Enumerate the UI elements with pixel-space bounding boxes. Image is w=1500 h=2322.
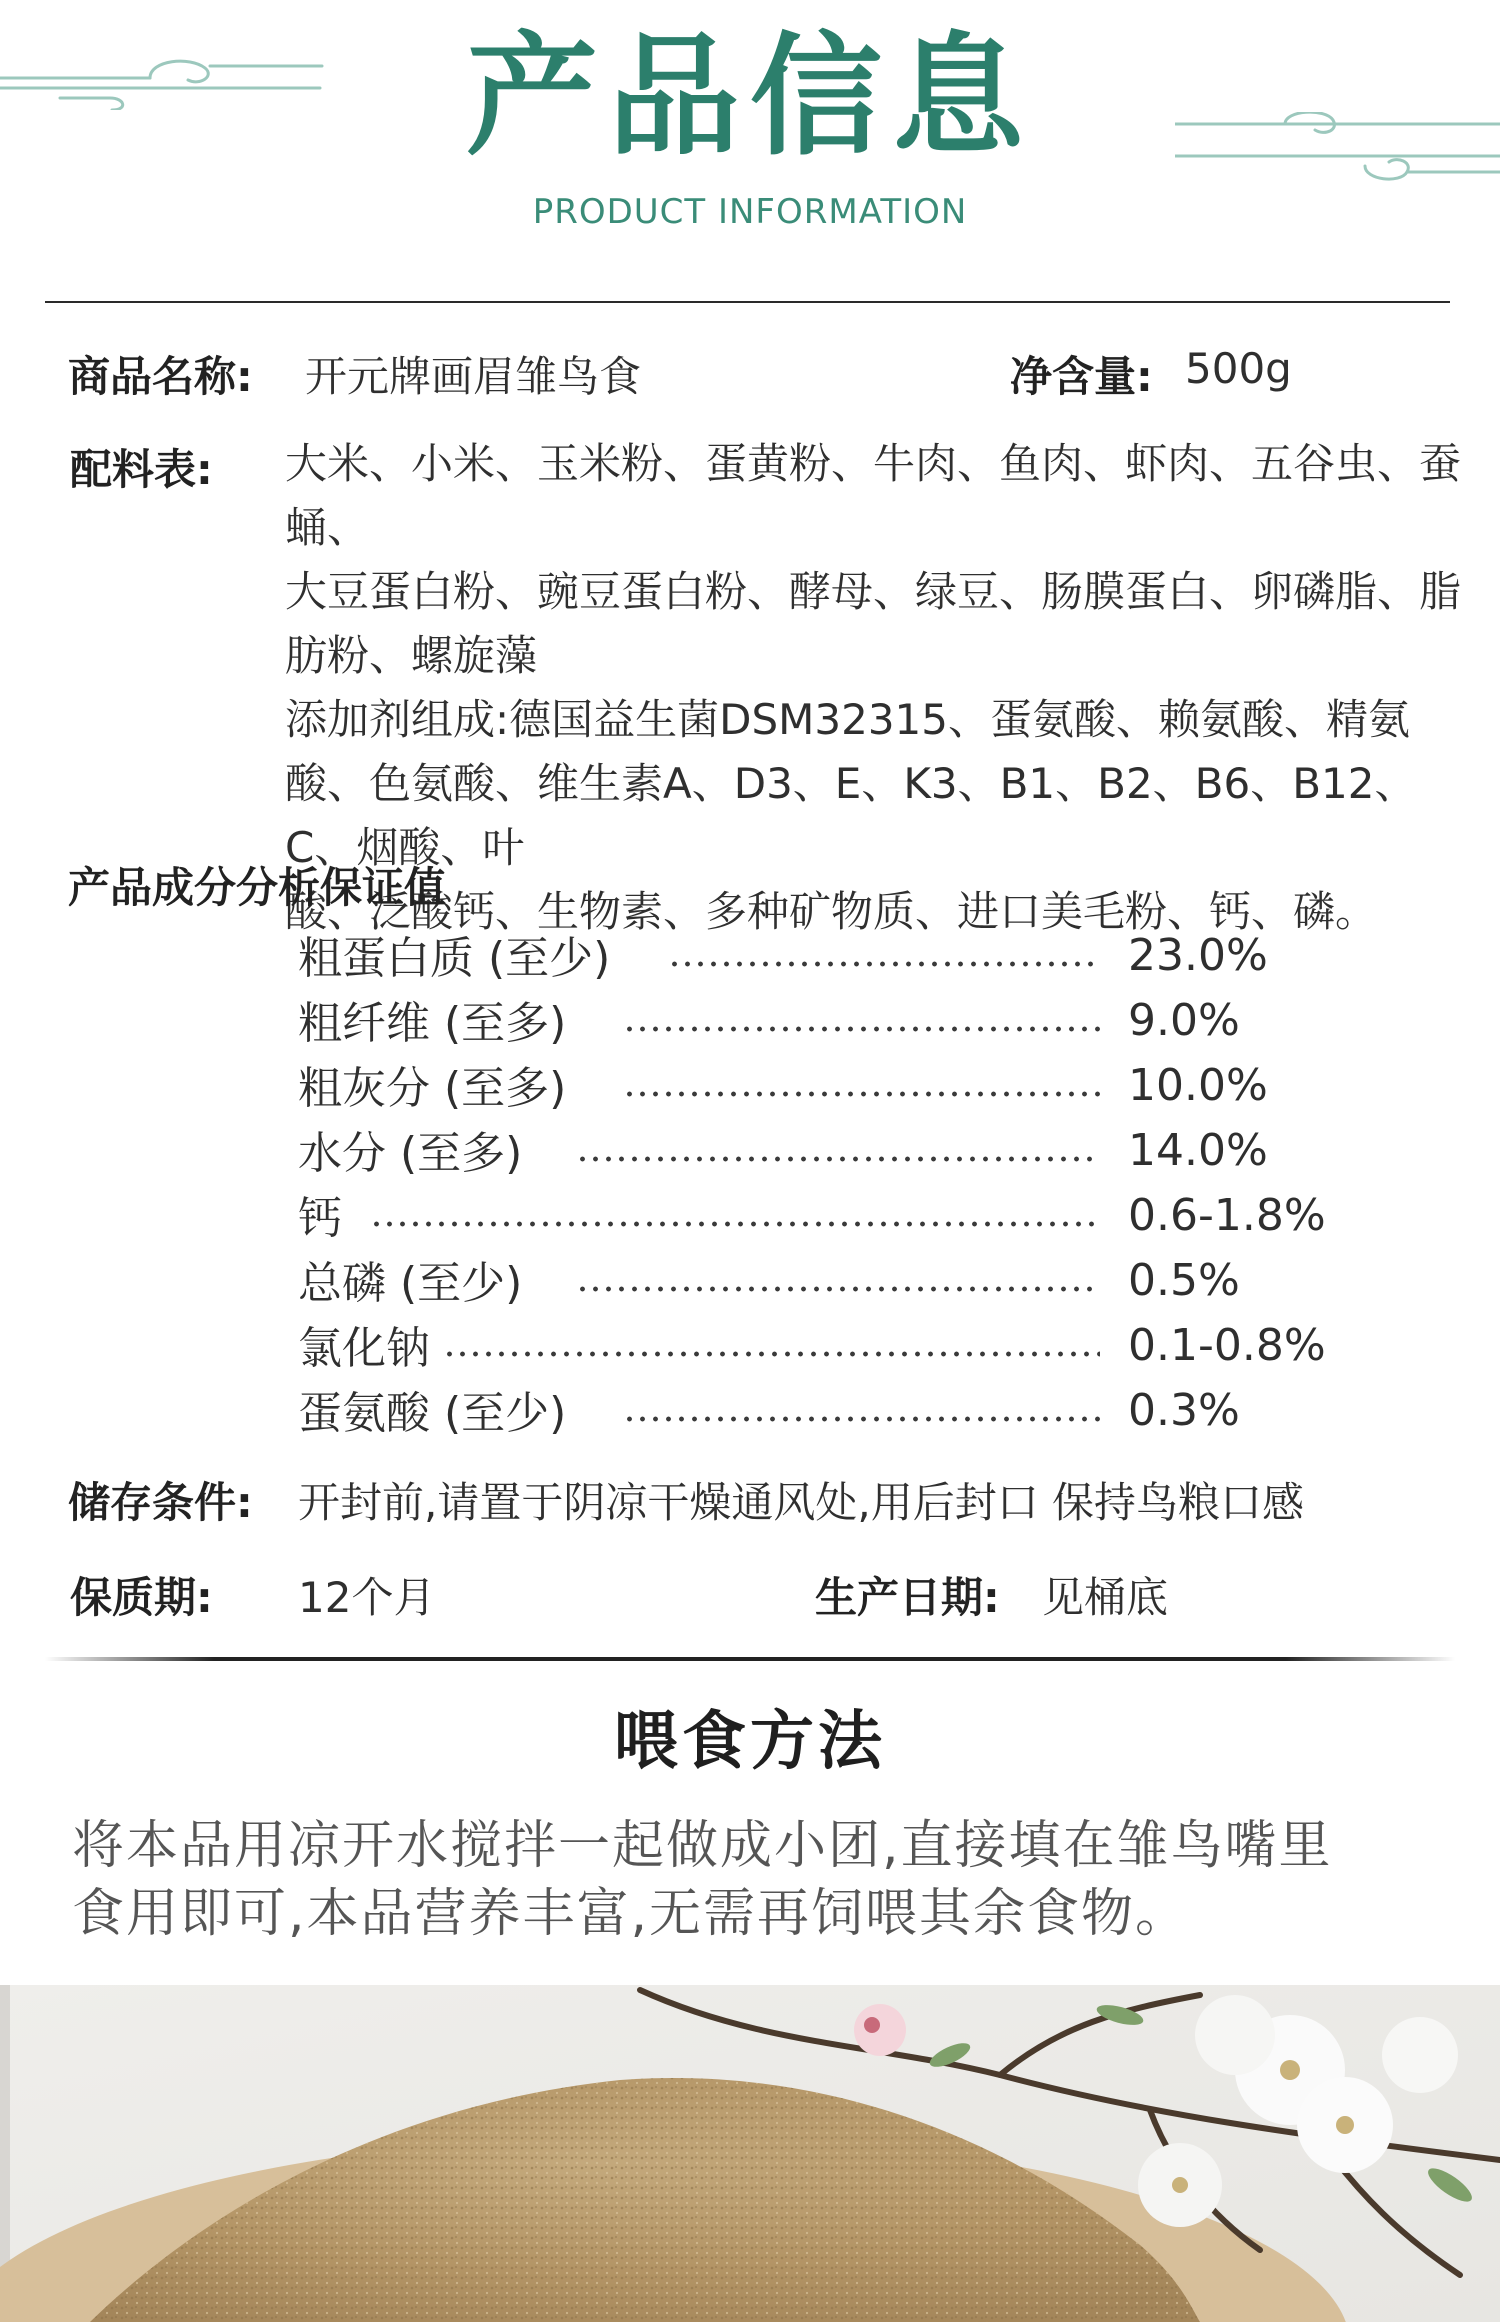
analysis-row xyxy=(298,1182,1326,1244)
storage-value: 开封前,请置于阴凉干燥通风处,用后封口 保持鸟粮口感 xyxy=(298,1478,1305,1527)
analysis-row xyxy=(298,1312,1326,1374)
product-name-label: 商品名称: xyxy=(68,352,253,401)
analysis-item-value: 14.0% xyxy=(1128,1125,1268,1176)
analysis-item-name: 钙 xyxy=(298,1193,342,1244)
analysis-item-name: 水分 (至多) xyxy=(298,1128,523,1179)
feeding-title: 喂食方法 xyxy=(614,1705,886,1779)
dot-leader xyxy=(370,1220,1100,1228)
analysis-row xyxy=(298,922,1318,982)
feeding-line: 食用即可,本品营养丰富,无需再饲喂其余食物。 xyxy=(72,1884,1190,1944)
analysis-item-value: 0.5% xyxy=(1128,1255,1240,1306)
production-date-value: 见桶底 xyxy=(1042,1573,1169,1622)
analysis-item-value: 0.6-1.8% xyxy=(1128,1190,1326,1241)
product-name-value: 开元牌画眉雏鸟食 xyxy=(305,352,642,401)
feeding-instructions xyxy=(72,1812,1442,1948)
net-content-value: 500g xyxy=(1185,344,1292,393)
analysis-row xyxy=(298,1117,1318,1177)
ingredients-label: 配料表: xyxy=(70,445,213,494)
analysis-row xyxy=(298,1377,1318,1437)
shelf-life-value: 12个月 xyxy=(298,1573,436,1622)
analysis-item-value: 23.0% xyxy=(1128,930,1268,981)
net-content-label: 净含量: xyxy=(1010,352,1153,401)
analysis-item-name: 蛋氨酸 (至少) xyxy=(298,1388,567,1439)
analysis-item-name: 粗蛋白质 (至少) xyxy=(298,933,611,984)
page-subtitle: PRODUCT INFORMATION xyxy=(532,192,968,232)
analysis-title: 产品成分分析保证值 xyxy=(68,863,447,912)
bird-food-powder-image xyxy=(0,1985,1500,2322)
additives-line: 添加剂组成:德国益生菌DSM32315、蛋氨酸、赖氨酸、精氨 xyxy=(285,695,1410,744)
dot-leader xyxy=(668,960,1100,968)
ingredients-line: 肪粉、螺旋藻 xyxy=(285,631,538,680)
dot-leader xyxy=(623,1415,1100,1423)
analysis-item-value: 9.0% xyxy=(1128,995,1240,1046)
analysis-item-name: 粗灰分 (至多) xyxy=(298,1063,567,1114)
additives-line: 酸、色氨酸、维生素A、D3、E、K3、B1、B2、B6、B12、C、烟酸、叶 xyxy=(285,759,1417,872)
production-date-label: 生产日期: xyxy=(815,1573,1000,1622)
analysis-item-name: 氯化钠 xyxy=(298,1323,430,1374)
dot-leader xyxy=(443,1350,1100,1358)
ingredients-line: 大豆蛋白粉、豌豆蛋白粉、酵母、绿豆、肠膜蛋白、卵磷脂、脂 xyxy=(285,567,1462,616)
product-photo xyxy=(0,1985,1500,2322)
dot-leader xyxy=(623,1090,1100,1098)
feeding-line: 将本品用凉开水搅拌一起做成小团,直接填在雏鸟嘴里 xyxy=(72,1816,1333,1876)
analysis-item-name: 总磷 (至少) xyxy=(298,1258,523,1309)
analysis-item-value: 0.1-0.8% xyxy=(1128,1320,1326,1371)
analysis-row xyxy=(298,1052,1318,1112)
dot-leader xyxy=(576,1155,1100,1163)
analysis-item-value: 0.3% xyxy=(1128,1385,1240,1436)
additives-line: 酸、泛酸钙、生物素、多种矿物质、进口美毛粉、钙、磷。 xyxy=(285,887,1378,936)
storage-label: 储存条件: xyxy=(68,1478,253,1527)
page-title: 产品信息 xyxy=(466,19,1034,174)
analysis-row xyxy=(298,1247,1318,1307)
analysis-item-name: 粗纤维 (至多) xyxy=(298,998,567,1049)
analysis-item-value: 10.0% xyxy=(1128,1060,1268,1111)
dot-leader xyxy=(576,1285,1100,1293)
analysis-row xyxy=(298,987,1318,1047)
dot-leader xyxy=(623,1025,1100,1033)
divider xyxy=(45,301,1450,303)
divider xyxy=(45,1657,1455,1661)
shelf-life-label: 保质期: xyxy=(70,1573,213,1622)
ingredients-list xyxy=(285,432,1485,944)
ingredients-line: 大米、小米、玉米粉、蛋黄粉、牛肉、鱼肉、虾肉、五谷虫、蚕蛹、 xyxy=(285,439,1462,552)
